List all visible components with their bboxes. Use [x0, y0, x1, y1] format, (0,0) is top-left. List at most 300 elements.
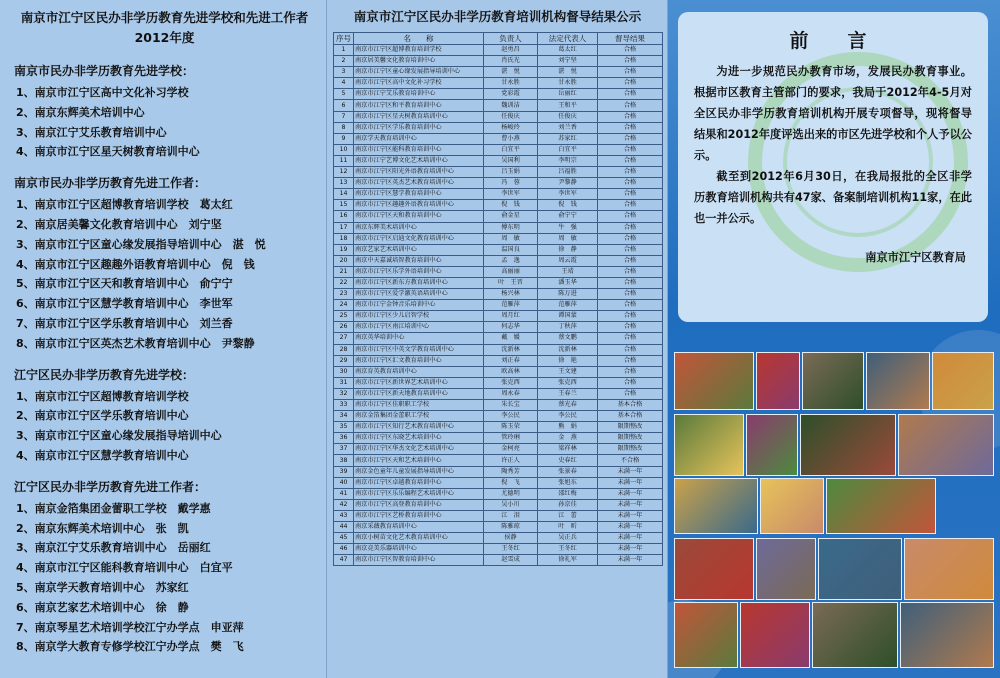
middle-panel: [327, 0, 668, 678]
table-row: [334, 56, 663, 67]
table-cell: 王冬红: [538, 544, 598, 555]
table-row: [334, 455, 663, 466]
table-cell: 李明宗: [538, 155, 598, 166]
table-cell: 谭国蒙: [538, 311, 598, 322]
table-cell: 合格: [598, 122, 663, 133]
table-cell: 未满一年: [598, 555, 663, 566]
table-cell: 王春兰: [538, 388, 598, 399]
table-cell: 未满一年: [598, 544, 663, 555]
table-cell: 30: [334, 366, 354, 377]
activity-photo: [904, 538, 994, 600]
table-cell: 倪 飞: [484, 477, 538, 488]
table-cell: 南京市江宁区汇文教育培训中心: [354, 355, 484, 366]
table-cell: 南京英华培训中心: [354, 333, 484, 344]
table-cell: 王靖: [538, 266, 598, 277]
honor-list-item: 1、南京市江宁区高中文化补习学校: [16, 86, 189, 99]
table-cell: 合格: [598, 67, 663, 78]
table-cell: 南京市江宁区趣趣外语教育培训中心: [354, 200, 484, 211]
table-cell: 17: [334, 222, 354, 233]
table-cell: 南京东辉美术培训中心: [354, 222, 484, 233]
left-year: 2012年度: [134, 30, 195, 45]
table-cell: 限期整改: [598, 422, 663, 433]
table-cell: 南京中天嘉诚培智教育培训中心: [354, 255, 484, 266]
table-cell: 蔡光春: [538, 400, 598, 411]
honor-list-item: 4、南京市江宁区趣趣外语教育培训中心 倪 钱: [16, 257, 255, 271]
table-row: [334, 244, 663, 255]
table-cell: 31: [334, 377, 354, 388]
table-cell: 未满一年: [598, 522, 663, 533]
table-cell: 南京竞美乐器培训中心: [354, 544, 484, 555]
table-cell: 不合格: [598, 455, 663, 466]
table-cell: 6: [334, 100, 354, 111]
left-panel: [0, 0, 327, 678]
table-row: [334, 155, 663, 166]
table-cell: 陈万进: [538, 289, 598, 300]
table-cell: 35: [334, 422, 354, 433]
honor-list-item: 5、南京市江宁区天和教育培训中心 俞宁宁: [16, 277, 233, 291]
table-cell: 傅东明: [484, 222, 538, 233]
honor-list-item: 3、南京江宁艾乐教育培训中心: [16, 125, 167, 139]
section-heading: 南京市民办非学历教育先进工作者：: [14, 176, 207, 191]
table-cell: 朱长宝: [484, 400, 538, 411]
table-row: [334, 522, 663, 533]
table-cell: 刘正春: [484, 355, 538, 366]
table-row: [334, 233, 663, 244]
table-cell: 戴 媛: [484, 333, 538, 344]
table-cell: 合格: [598, 211, 663, 222]
table-cell: 李公民: [538, 411, 598, 422]
table-row: [334, 333, 663, 344]
photo-collage: [674, 352, 994, 672]
table-cell: 湛 悦: [484, 67, 538, 78]
table-cell: 合格: [598, 45, 663, 56]
table-row: [334, 178, 663, 189]
activity-photo: [932, 352, 994, 410]
table-cell: 苏家红: [538, 133, 598, 144]
table-cell: 岳丽红: [538, 89, 598, 100]
table-cell: 许正人: [484, 455, 538, 466]
table-cell: 南京市江宁区乐学外语培训中心: [354, 266, 484, 277]
foreword-signature: 南京市江宁区教育局: [865, 251, 966, 264]
table-cell: 魏训洁: [484, 100, 538, 111]
table-cell: 赵勇昌: [484, 45, 538, 56]
table-cell: 南京市江宁区童心缘发展指导培训中心: [354, 67, 484, 78]
table-cell: 陈玉荣: [484, 422, 538, 433]
table-cell: 周 敏: [484, 233, 538, 244]
table-cell: 1: [334, 45, 354, 56]
honor-list-item: 1、南京市江宁区超博教育培训学校 葛太红: [16, 198, 233, 212]
activity-photo: [674, 538, 754, 600]
honor-list-item: 4、南京市江宁区星天树教育培训中心: [16, 145, 200, 159]
table-row: [334, 488, 663, 499]
table-cell: 徐 艳: [538, 355, 598, 366]
activity-photo: [802, 352, 864, 410]
table-cell: 7: [334, 111, 354, 122]
table-cell: 南京市江宁区阳光外语教育培训中心: [354, 167, 484, 178]
table-cell: 4: [334, 78, 354, 89]
table-cell: 13: [334, 178, 354, 189]
honor-list-item: 4、南京市江宁区慧学教育培训中心: [16, 448, 189, 462]
table-cell: 10: [334, 144, 354, 155]
table-cell: 梁祥林: [538, 444, 598, 455]
middle-title: 南京市江宁区民办非学历教育培训机构督导结果公示: [353, 9, 642, 24]
table-cell: 尤德明: [484, 488, 538, 499]
table-cell: 未满一年: [598, 466, 663, 477]
table-cell: 南京采薇教育培训中心: [354, 522, 484, 533]
table-row: [334, 289, 663, 300]
table-cell: 南京市江宁区新世界艺术培训中心: [354, 377, 484, 388]
table-cell: 杨峻玲: [484, 122, 538, 133]
table-row: [334, 122, 663, 133]
table-cell: 江 蕾: [538, 510, 598, 521]
table-cell: 周永春: [484, 388, 538, 399]
table-cell: 未满一年: [598, 510, 663, 521]
table-cell: 南京市江宁区慧学教育培训中心: [354, 189, 484, 200]
table-cell: 张克西: [538, 377, 598, 388]
table-cell: 甘永胜: [484, 78, 538, 89]
table-cell: 9: [334, 133, 354, 144]
table-cell: 合格: [598, 333, 663, 344]
table-cell: 合格: [598, 344, 663, 355]
table-cell: 湛 悦: [538, 67, 598, 78]
table-cell: 徐 静: [538, 244, 598, 255]
table-cell: 合格: [598, 189, 663, 200]
table-row: [334, 111, 663, 122]
table-cell: 金 燕: [538, 433, 598, 444]
table-cell: 吴正兵: [538, 533, 598, 544]
activity-photo: [674, 352, 754, 410]
table-body: [334, 45, 663, 566]
table-cell: 基本合格: [598, 411, 663, 422]
table-cell: 合格: [598, 111, 663, 122]
table-cell: 南京市江宁区中英文学教育培训中心: [354, 344, 484, 355]
table-cell: 南京市江宁区启迪文化教育培训中心: [354, 233, 484, 244]
section-heading: 南京市民办非学历教育先进学校：: [14, 64, 195, 78]
table-cell: 潘玉华: [538, 277, 598, 288]
table-cell: 俞金星: [484, 211, 538, 222]
table-cell: 张旭东: [538, 477, 598, 488]
table-row: [334, 366, 663, 377]
table-cell: 南京小树苗文化艺术教育培训中心: [354, 533, 484, 544]
table-cell: 南京市江宁艾乐教育培训中心: [354, 89, 484, 100]
table-cell: 沈新林: [484, 344, 538, 355]
foreword-paragraph: 为进一步规范民办教育市场，发展民办教育事业。根据市区教育主管部门的要求，我局于2012年4-5月对全区民办非学历教育培训机构开展专项督导，现将督导结果和2012年度评选出来的市区先进学校和个人予以公示。: [694, 65, 972, 162]
table-cell: 合格: [598, 255, 663, 266]
table-cell: 合格: [598, 266, 663, 277]
table-cell: 南京市江宁区东晓艺术培训中心: [354, 433, 484, 444]
table-cell: 刘宁坚: [538, 56, 598, 67]
table-cell: 合格: [598, 222, 663, 233]
table-cell: 34: [334, 411, 354, 422]
table-cell: 42: [334, 499, 354, 510]
table-cell: 20: [334, 255, 354, 266]
table-cell: 11: [334, 155, 354, 166]
table-cell: 27: [334, 333, 354, 344]
table-cell: 赵雪成: [484, 555, 538, 566]
table-cell: 任俊庆: [484, 111, 538, 122]
table-cell: 陶秀芳: [484, 466, 538, 477]
table-cell: 李世军: [484, 189, 538, 200]
table-cell: 孟 逸: [484, 255, 538, 266]
table-cell: 33: [334, 400, 354, 411]
table-row: [334, 422, 663, 433]
table-row: [334, 255, 663, 266]
table-cell: 合格: [598, 200, 663, 211]
table-cell: 沈新林: [538, 344, 598, 355]
table-cell: 杨兴林: [484, 289, 538, 300]
table-cell: 限期整改: [598, 444, 663, 455]
column-header: 序号: [334, 33, 354, 45]
table-row: [334, 555, 663, 566]
table-cell: 温国良: [484, 244, 538, 255]
table-cell: 张克西: [484, 377, 538, 388]
foreword-box: [678, 12, 988, 322]
activity-photo: [740, 602, 810, 668]
table-cell: 南京市江宁区学乐教育培训中心: [354, 122, 484, 133]
column-header: 名 称: [354, 33, 484, 45]
activity-photo: [674, 414, 744, 476]
table-cell: 管玲琍: [484, 433, 538, 444]
table-cell: 南京市江宁区能科教育培训中心: [354, 144, 484, 155]
table-row: [334, 388, 663, 399]
honor-list-item: 7、南京市江宁区学乐教育培训中心 刘兰香: [16, 316, 233, 330]
table-cell: 19: [334, 244, 354, 255]
table-cell: 限期整改: [598, 433, 663, 444]
activity-photo: [756, 352, 800, 410]
table-cell: 36: [334, 433, 354, 444]
table-cell: 周月红: [484, 311, 538, 322]
table-cell: 冯 蓉: [484, 178, 538, 189]
table-cell: 甘永胜: [538, 78, 598, 89]
table-cell: 46: [334, 544, 354, 555]
table-cell: 南京市江宁区和平教育培训中心: [354, 100, 484, 111]
table-cell: 14: [334, 189, 354, 200]
table-cell: 25: [334, 311, 354, 322]
honor-list-item: 2、南京市江宁区学乐教育培训中心: [16, 409, 189, 423]
activity-photo: [812, 602, 898, 668]
table-cell: 未满一年: [598, 499, 663, 510]
honor-list-item: 7、南京琴星艺术培训学校江宁办学点 申亚萍: [16, 620, 244, 634]
table-cell: 合格: [598, 78, 663, 89]
table-cell: 基本合格: [598, 400, 663, 411]
table-cell: 李公民: [484, 411, 538, 422]
table-cell: 南京市江宁区爱学激英语培训中心: [354, 289, 484, 300]
table-row: [334, 211, 663, 222]
table-row: [334, 189, 663, 200]
table-cell: 俞宁宁: [538, 211, 598, 222]
table-cell: 21: [334, 266, 354, 277]
table-cell: 合格: [598, 244, 663, 255]
table-cell: 2: [334, 56, 354, 67]
table-row: [334, 133, 663, 144]
table-cell: 合格: [598, 322, 663, 333]
table-cell: 未满一年: [598, 533, 663, 544]
table-cell: 南京市江宁区南江培训中心: [354, 322, 484, 333]
table-cell: 蔡文鹏: [538, 333, 598, 344]
activity-photo: [760, 478, 824, 534]
table-cell: 22: [334, 277, 354, 288]
activity-photo: [674, 602, 738, 668]
table-cell: 陈雅琼: [484, 522, 538, 533]
table-cell: 南京市江宁区佳职职工学校: [354, 400, 484, 411]
table-cell: 江 泪: [484, 510, 538, 521]
honor-list-item: 2、南京东辉美术培训中心 张 凯: [16, 521, 189, 535]
honor-list-item: 6、南京市江宁区慧学教育培训中心 李世军: [16, 297, 233, 311]
table-cell: 倪 钱: [538, 200, 598, 211]
activity-photo: [674, 478, 758, 534]
table-cell: 合格: [598, 388, 663, 399]
table-cell: 合格: [598, 233, 663, 244]
table-cell: 8: [334, 122, 354, 133]
table-cell: 合格: [598, 366, 663, 377]
table-cell: 3: [334, 67, 354, 78]
table-cell: 合格: [598, 311, 663, 322]
table-cell: 41: [334, 488, 354, 499]
table-cell: 南京市江宁区艺桥教育培训中心: [354, 510, 484, 521]
table-cell: 张景春: [538, 466, 598, 477]
table-cell: 叶 昕: [538, 522, 598, 533]
table-cell: 南京市江宁区乐乐编程艺术培训中心: [354, 488, 484, 499]
table-cell: 邵红梅: [538, 488, 598, 499]
table-cell: 合格: [598, 56, 663, 67]
table-cell: 白宜平: [484, 144, 538, 155]
column-header: 负责人: [484, 33, 538, 45]
foreword-paragraph: 截至到2012年6月30日，在我局报批的全区非学历教育培训机构共有47家、备案制培训机构11家，在此也一并公示。: [694, 170, 972, 225]
table-cell: 周云霞: [538, 255, 598, 266]
table-cell: 党彩霞: [484, 89, 538, 100]
table-row: [334, 311, 663, 322]
table-row: [334, 45, 663, 56]
honor-list-item: 8、南京市江宁区英杰艺术教育培训中心 尹黎静: [16, 336, 255, 350]
table-cell: 南京市江宁区新东方教育培训中心: [354, 277, 484, 288]
table-cell: 李世军: [538, 189, 598, 200]
table-cell: 南京市江宁区天和教育培训中心: [354, 211, 484, 222]
table-cell: 南京市江宁区高登教育培训中心: [354, 499, 484, 510]
table-cell: 徐礼军: [538, 555, 598, 566]
table-row: [334, 222, 663, 233]
honor-list-item: 4、南京市江宁区能科教育培训中心 白宜平: [16, 561, 233, 575]
table-row: [334, 433, 663, 444]
table-row: [334, 144, 663, 155]
table-row: [334, 400, 663, 411]
table-cell: 肖氏光: [484, 56, 538, 67]
table-cell: 24: [334, 300, 354, 311]
table-row: [334, 89, 663, 100]
table-cell: 孙京佳: [538, 499, 598, 510]
table-cell: 高丽丽: [484, 266, 538, 277]
table-row: [334, 444, 663, 455]
honor-list-item: 3、南京市江宁区童心缘发展指导培训中心 湛 悦: [16, 237, 266, 251]
table-row: [334, 167, 663, 178]
activity-photo: [898, 414, 994, 476]
table-cell: 任俊庆: [538, 111, 598, 122]
right-panel: [668, 0, 1000, 678]
table-row: [334, 544, 663, 555]
table-cell: 王和平: [538, 100, 598, 111]
table-cell: 南京市江宁区少儿启智学校: [354, 311, 484, 322]
table-row: [334, 78, 663, 89]
table-cell: 白宜平: [538, 144, 598, 155]
table-cell: 倪 钱: [484, 200, 538, 211]
table-cell: 吕玉娟: [484, 167, 538, 178]
table-cell: 南京市江宁区华杰文化艺术培训中心: [354, 444, 484, 455]
honor-sections: [12, 62, 317, 657]
table-cell: 40: [334, 477, 354, 488]
table-cell: 合格: [598, 167, 663, 178]
table-cell: 丁秋萍: [538, 322, 598, 333]
table-row: [334, 200, 663, 211]
honor-list-item: 8、南京学大教育专修学校江宁办学点 樊 飞: [16, 640, 244, 654]
activity-photo: [756, 538, 816, 600]
table-cell: 范雁萍: [484, 300, 538, 311]
table-cell: 吴国利: [484, 155, 538, 166]
table-row: [334, 266, 663, 277]
table-row: [334, 300, 663, 311]
table-cell: 吕福胜: [538, 167, 598, 178]
table-cell: 37: [334, 444, 354, 455]
table-cell: 29: [334, 355, 354, 366]
honor-list-item: 5、南京学天教育培训中心 苏家红: [16, 580, 189, 594]
table-cell: 12: [334, 167, 354, 178]
table-cell: 18: [334, 233, 354, 244]
table-row: [334, 100, 663, 111]
table-cell: 南京市江宁区高中文化补习学校: [354, 78, 484, 89]
table-cell: 史春红: [538, 455, 598, 466]
foreword-title: 前 言: [789, 30, 877, 52]
table-cell: 南京居美馨文化教育培训中心: [354, 56, 484, 67]
table-cell: 未满一年: [598, 477, 663, 488]
table-cell: 南京市江宁区英杰艺术教育培训中心: [354, 178, 484, 189]
table-cell: 26: [334, 322, 354, 333]
table-cell: 南京市江宁金钟音乐培训中心: [354, 300, 484, 311]
table-cell: 38: [334, 455, 354, 466]
table-cell: 23: [334, 289, 354, 300]
activity-photo: [900, 602, 994, 668]
table-cell: 牛 强: [538, 222, 598, 233]
table-cell: 王冬红: [484, 544, 538, 555]
table-cell: 叶 王晋: [484, 277, 538, 288]
honor-list-item: 6、南京艺家艺术培训中心 徐 静: [16, 600, 189, 614]
table-cell: 未满一年: [598, 488, 663, 499]
table-cell: 曹小燕: [484, 133, 538, 144]
table-cell: 合格: [598, 300, 663, 311]
table-cell: 47: [334, 555, 354, 566]
table-cell: 南京市江宁区新天地教育培训中心: [354, 388, 484, 399]
table-row: [334, 355, 663, 366]
table-cell: 王文建: [538, 366, 598, 377]
table-cell: 南京市江宁区智教育培训中心: [354, 555, 484, 566]
table-cell: 南京市江宁艺博文化艺术培训中心: [354, 155, 484, 166]
table-cell: 侯静: [484, 533, 538, 544]
table-row: [334, 510, 663, 521]
table-cell: 南京金色童年儿童发展指导培训中心: [354, 466, 484, 477]
table-cell: 合格: [598, 355, 663, 366]
table-cell: 合格: [598, 133, 663, 144]
table-cell: 范雁萍: [538, 300, 598, 311]
activity-photo: [866, 352, 930, 410]
honor-list-item: 2、南京东辉美术培训中心: [16, 105, 145, 119]
table-cell: 合格: [598, 155, 663, 166]
table-cell: 周 敏: [538, 233, 598, 244]
table-cell: 合格: [598, 277, 663, 288]
table-cell: 南京市江宁区超博教育培训学校: [354, 45, 484, 56]
table-cell: 南京金箔集团金蕾职工学校: [354, 411, 484, 422]
table-row: [334, 67, 663, 78]
table-cell: 16: [334, 211, 354, 222]
table-cell: 45: [334, 533, 354, 544]
table-cell: 尹黎静: [538, 178, 598, 189]
table-cell: 刘兰香: [538, 122, 598, 133]
